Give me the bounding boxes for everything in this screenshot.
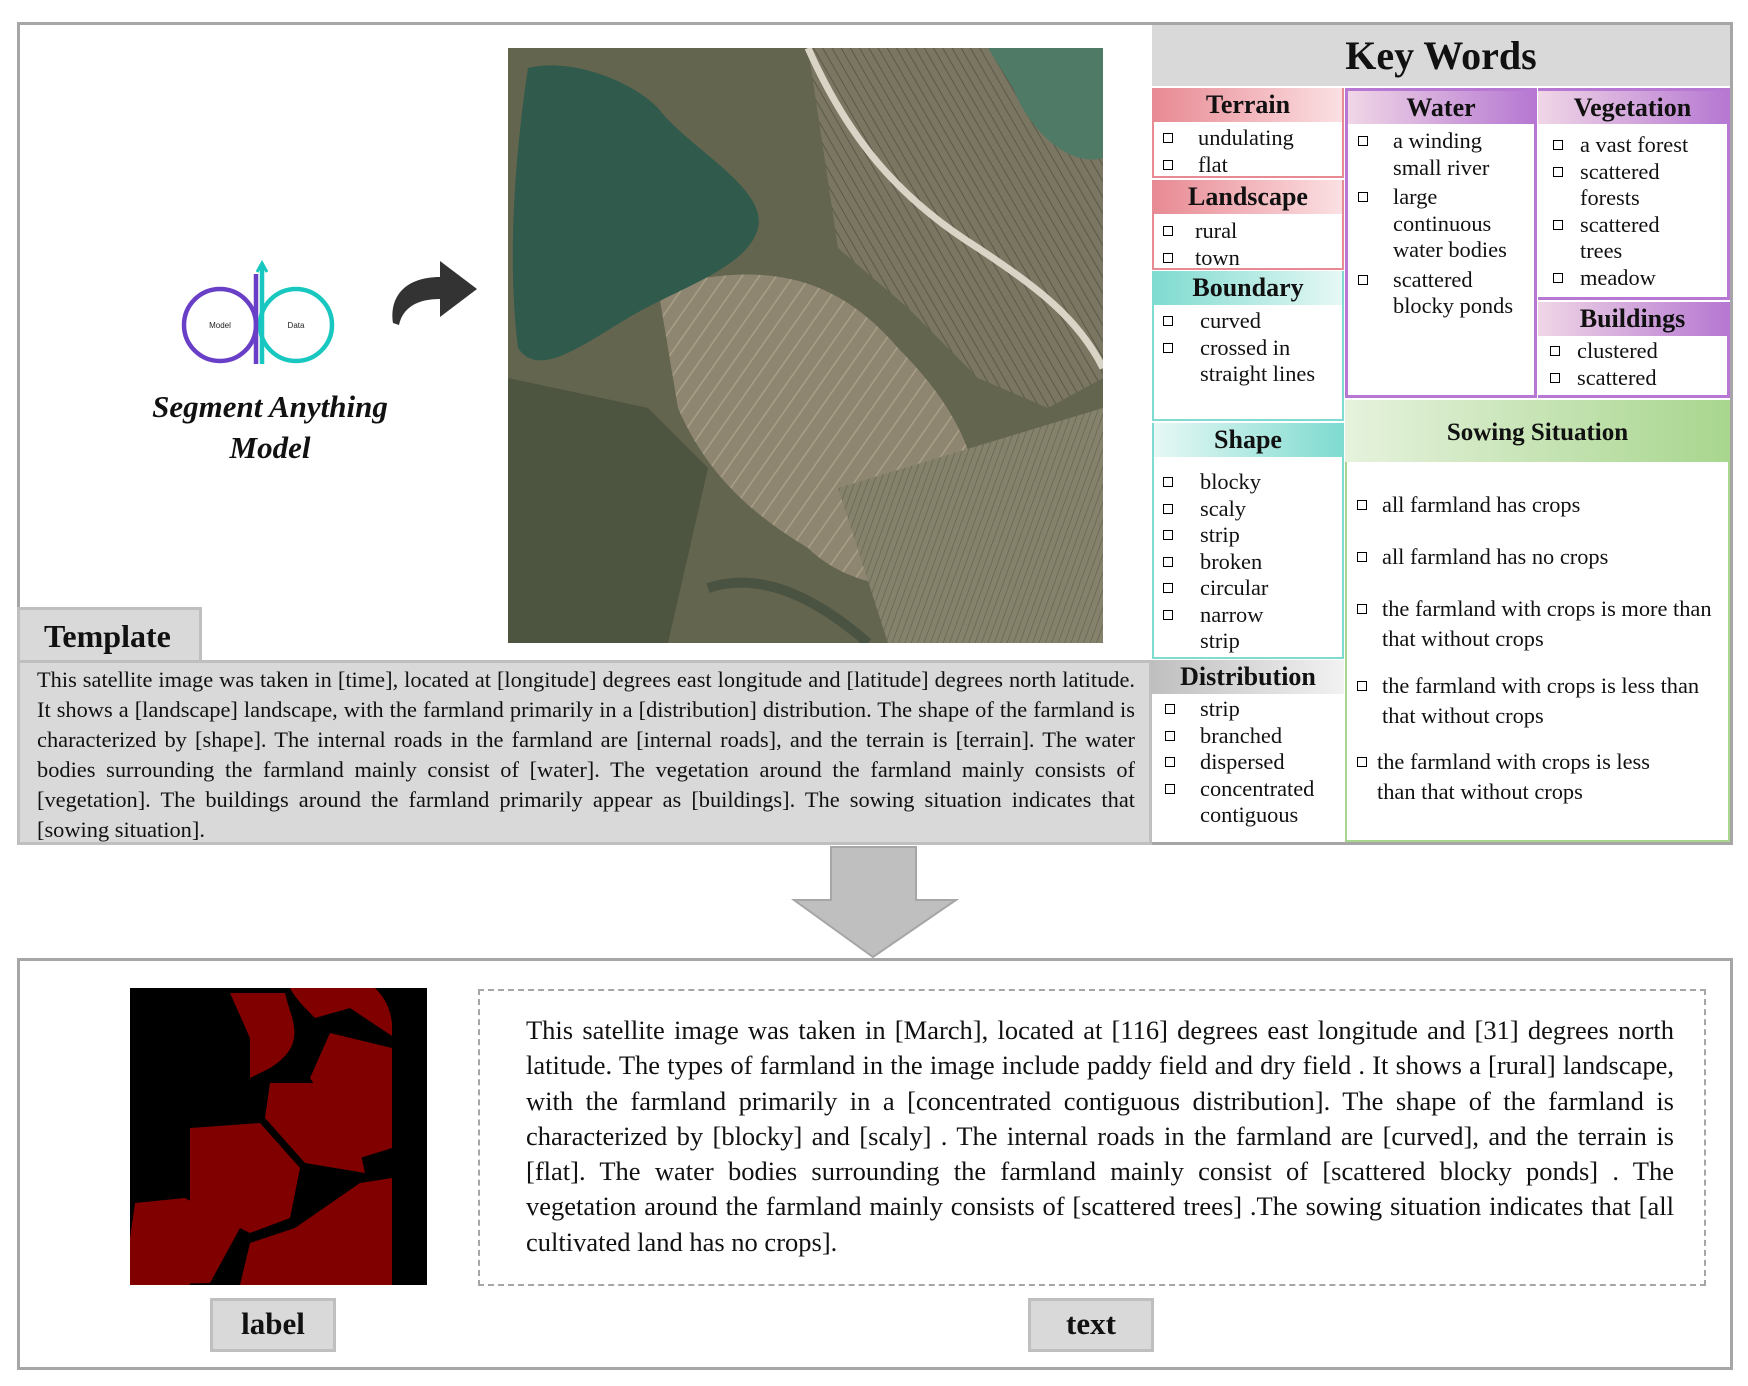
- shape-option[interactable]: scaly: [1154, 496, 1342, 523]
- checkbox-icon[interactable]: [1358, 136, 1368, 146]
- checkbox-icon[interactable]: [1357, 681, 1367, 691]
- logo-label-data: Data: [287, 321, 305, 330]
- checkbox-icon[interactable]: [1553, 167, 1563, 177]
- distribution-heading: Distribution: [1152, 660, 1344, 694]
- boundary-option[interactable]: crossed in straight lines: [1154, 335, 1324, 388]
- distribution-option[interactable]: dispersed: [1152, 749, 1344, 776]
- checkbox-icon[interactable]: [1165, 757, 1175, 767]
- sam-caption-line2: Model: [229, 430, 311, 465]
- buildings-group: [1538, 302, 1730, 398]
- sowing-option[interactable]: the farmland with crops is less than that without crops: [1347, 747, 1677, 807]
- water-option[interactable]: a winding small river: [1348, 128, 1518, 181]
- buildings-option[interactable]: clustered: [1538, 338, 1727, 365]
- template-title: Template: [17, 607, 202, 660]
- shape-option[interactable]: circular: [1154, 575, 1342, 602]
- landscape-heading: Landscape: [1154, 180, 1342, 214]
- landscape-option[interactable]: town: [1154, 245, 1342, 272]
- sowing-option[interactable]: all farmland has crops: [1347, 490, 1717, 520]
- vegetation-group: [1538, 88, 1730, 300]
- logo-label-model: Model: [209, 321, 231, 330]
- checkbox-icon[interactable]: [1553, 140, 1563, 150]
- checkbox-icon[interactable]: [1163, 343, 1173, 353]
- vegetation-option[interactable]: scattered trees: [1538, 212, 1688, 265]
- label-button[interactable]: label: [210, 1298, 336, 1352]
- water-group: [1345, 88, 1537, 398]
- terrain-option[interactable]: flat: [1154, 152, 1342, 179]
- checkbox-icon[interactable]: [1358, 192, 1368, 202]
- checkbox-icon[interactable]: [1165, 784, 1175, 794]
- terrain-option[interactable]: undulating: [1154, 125, 1342, 152]
- vegetation-option[interactable]: a vast forest: [1538, 132, 1728, 159]
- checkbox-icon[interactable]: [1163, 133, 1173, 143]
- sowing-option[interactable]: the farmland with crops is more than that without crops: [1347, 594, 1722, 654]
- checkbox-icon[interactable]: [1357, 552, 1367, 562]
- vegetation-option[interactable]: meadow: [1538, 265, 1728, 292]
- checkbox-icon[interactable]: [1163, 477, 1173, 487]
- sowing-option[interactable]: all farmland has no crops: [1347, 542, 1717, 572]
- water-heading: Water: [1348, 91, 1534, 124]
- checkbox-icon[interactable]: [1357, 604, 1367, 614]
- down-arrow-icon: [790, 845, 960, 960]
- shape-group: [1152, 423, 1344, 659]
- distribution-option[interactable]: concentrated contiguous: [1152, 776, 1342, 829]
- sam-caption: [110, 386, 430, 468]
- checkbox-icon[interactable]: [1163, 530, 1173, 540]
- checkbox-icon[interactable]: [1357, 757, 1367, 767]
- boundary-group: [1152, 271, 1344, 421]
- landscape-group: [1152, 180, 1344, 270]
- satellite-image: [508, 48, 1103, 643]
- water-option[interactable]: scattered blocky ponds: [1348, 267, 1518, 320]
- distribution-option[interactable]: branched: [1152, 723, 1344, 750]
- checkbox-icon[interactable]: [1357, 500, 1367, 510]
- checkbox-icon[interactable]: [1163, 610, 1173, 620]
- distribution-group: [1152, 660, 1344, 842]
- sowing-heading: Sowing Situation: [1345, 400, 1730, 462]
- terrain-heading: Terrain: [1154, 88, 1342, 122]
- sam-caption-line1: Segment Anything: [152, 389, 388, 424]
- checkbox-icon[interactable]: [1163, 226, 1173, 236]
- label-mask-image: [130, 988, 427, 1285]
- distribution-option[interactable]: strip: [1152, 696, 1344, 723]
- checkbox-icon[interactable]: [1553, 220, 1563, 230]
- shape-heading: Shape: [1154, 423, 1342, 457]
- sam-logo-icon: [170, 260, 340, 364]
- checkbox-icon[interactable]: [1165, 731, 1175, 741]
- shape-option[interactable]: strip: [1154, 522, 1342, 549]
- terrain-group: [1152, 88, 1344, 178]
- checkbox-icon[interactable]: [1165, 704, 1175, 714]
- boundary-heading: Boundary: [1154, 271, 1342, 305]
- landscape-option[interactable]: rural: [1154, 218, 1342, 245]
- vegetation-heading: Vegetation: [1538, 91, 1727, 124]
- checkbox-icon[interactable]: [1553, 273, 1563, 283]
- shape-option[interactable]: narrow strip: [1154, 602, 1304, 655]
- shape-option[interactable]: broken: [1154, 549, 1342, 576]
- checkbox-icon[interactable]: [1163, 160, 1173, 170]
- vegetation-option[interactable]: scattered forests: [1538, 159, 1688, 212]
- buildings-option[interactable]: scattered: [1538, 365, 1727, 392]
- boundary-option[interactable]: curved: [1154, 308, 1342, 335]
- sowing-option[interactable]: the farmland with crops is less than that without crops: [1347, 671, 1722, 731]
- checkbox-icon[interactable]: [1358, 275, 1368, 285]
- keywords-title: Key Words: [1152, 25, 1730, 86]
- curved-arrow-icon: [385, 255, 480, 330]
- checkbox-icon[interactable]: [1550, 373, 1560, 383]
- water-option[interactable]: large continuous water bodies: [1348, 184, 1518, 264]
- text-button[interactable]: text: [1028, 1298, 1154, 1352]
- output-text: This satellite image was taken in [March], located at [116] degrees east longitude and [31] degrees north latitude. The types of farmland in the image include paddy field and dry field . It shows a [rural] landscape, with the farmland primarily in a [concentrated contiguous distribution]. The shape of the farmland is characterized by [blocky] and [scaly] . The internal roads in the farmland are [curved], and the terrain is [flat]. The water bodies surrounding the farmland mainly consist of [scattered blocky ponds] . The vegetation around the farmland mainly consists of [scattered trees] .The sowing situation indicates that [all cultivated land has no crops].: [526, 1015, 1674, 1257]
- checkbox-icon[interactable]: [1163, 504, 1173, 514]
- checkbox-icon[interactable]: [1163, 253, 1173, 263]
- shape-option[interactable]: blocky: [1154, 469, 1342, 496]
- output-text-box: [478, 989, 1706, 1286]
- checkbox-icon[interactable]: [1163, 316, 1173, 326]
- checkbox-icon[interactable]: [1163, 583, 1173, 593]
- sowing-group: [1345, 400, 1730, 842]
- buildings-heading: Buildings: [1538, 302, 1727, 336]
- checkbox-icon[interactable]: [1550, 346, 1560, 356]
- checkbox-icon[interactable]: [1163, 557, 1173, 567]
- template-text: This satellite image was taken in [time], located at [longitude] degrees east longitude and [latitude] degrees north latitude. It shows a [landscape] landscape, with the farmland primarily in a [distribution] distribution. The shape of the farmland is characterized by [shape]. The internal roads in the farmland are [internal roads], and the terrain is [terrain]. The water bodies surrounding the farmland mainly consist of [water]. The vegetation around the farmland mainly consists of [vegetation]. The buildings around the farmland primarily appear as [buildings]. The sowing situation indicates that [sowing situation].: [17, 660, 1152, 845]
